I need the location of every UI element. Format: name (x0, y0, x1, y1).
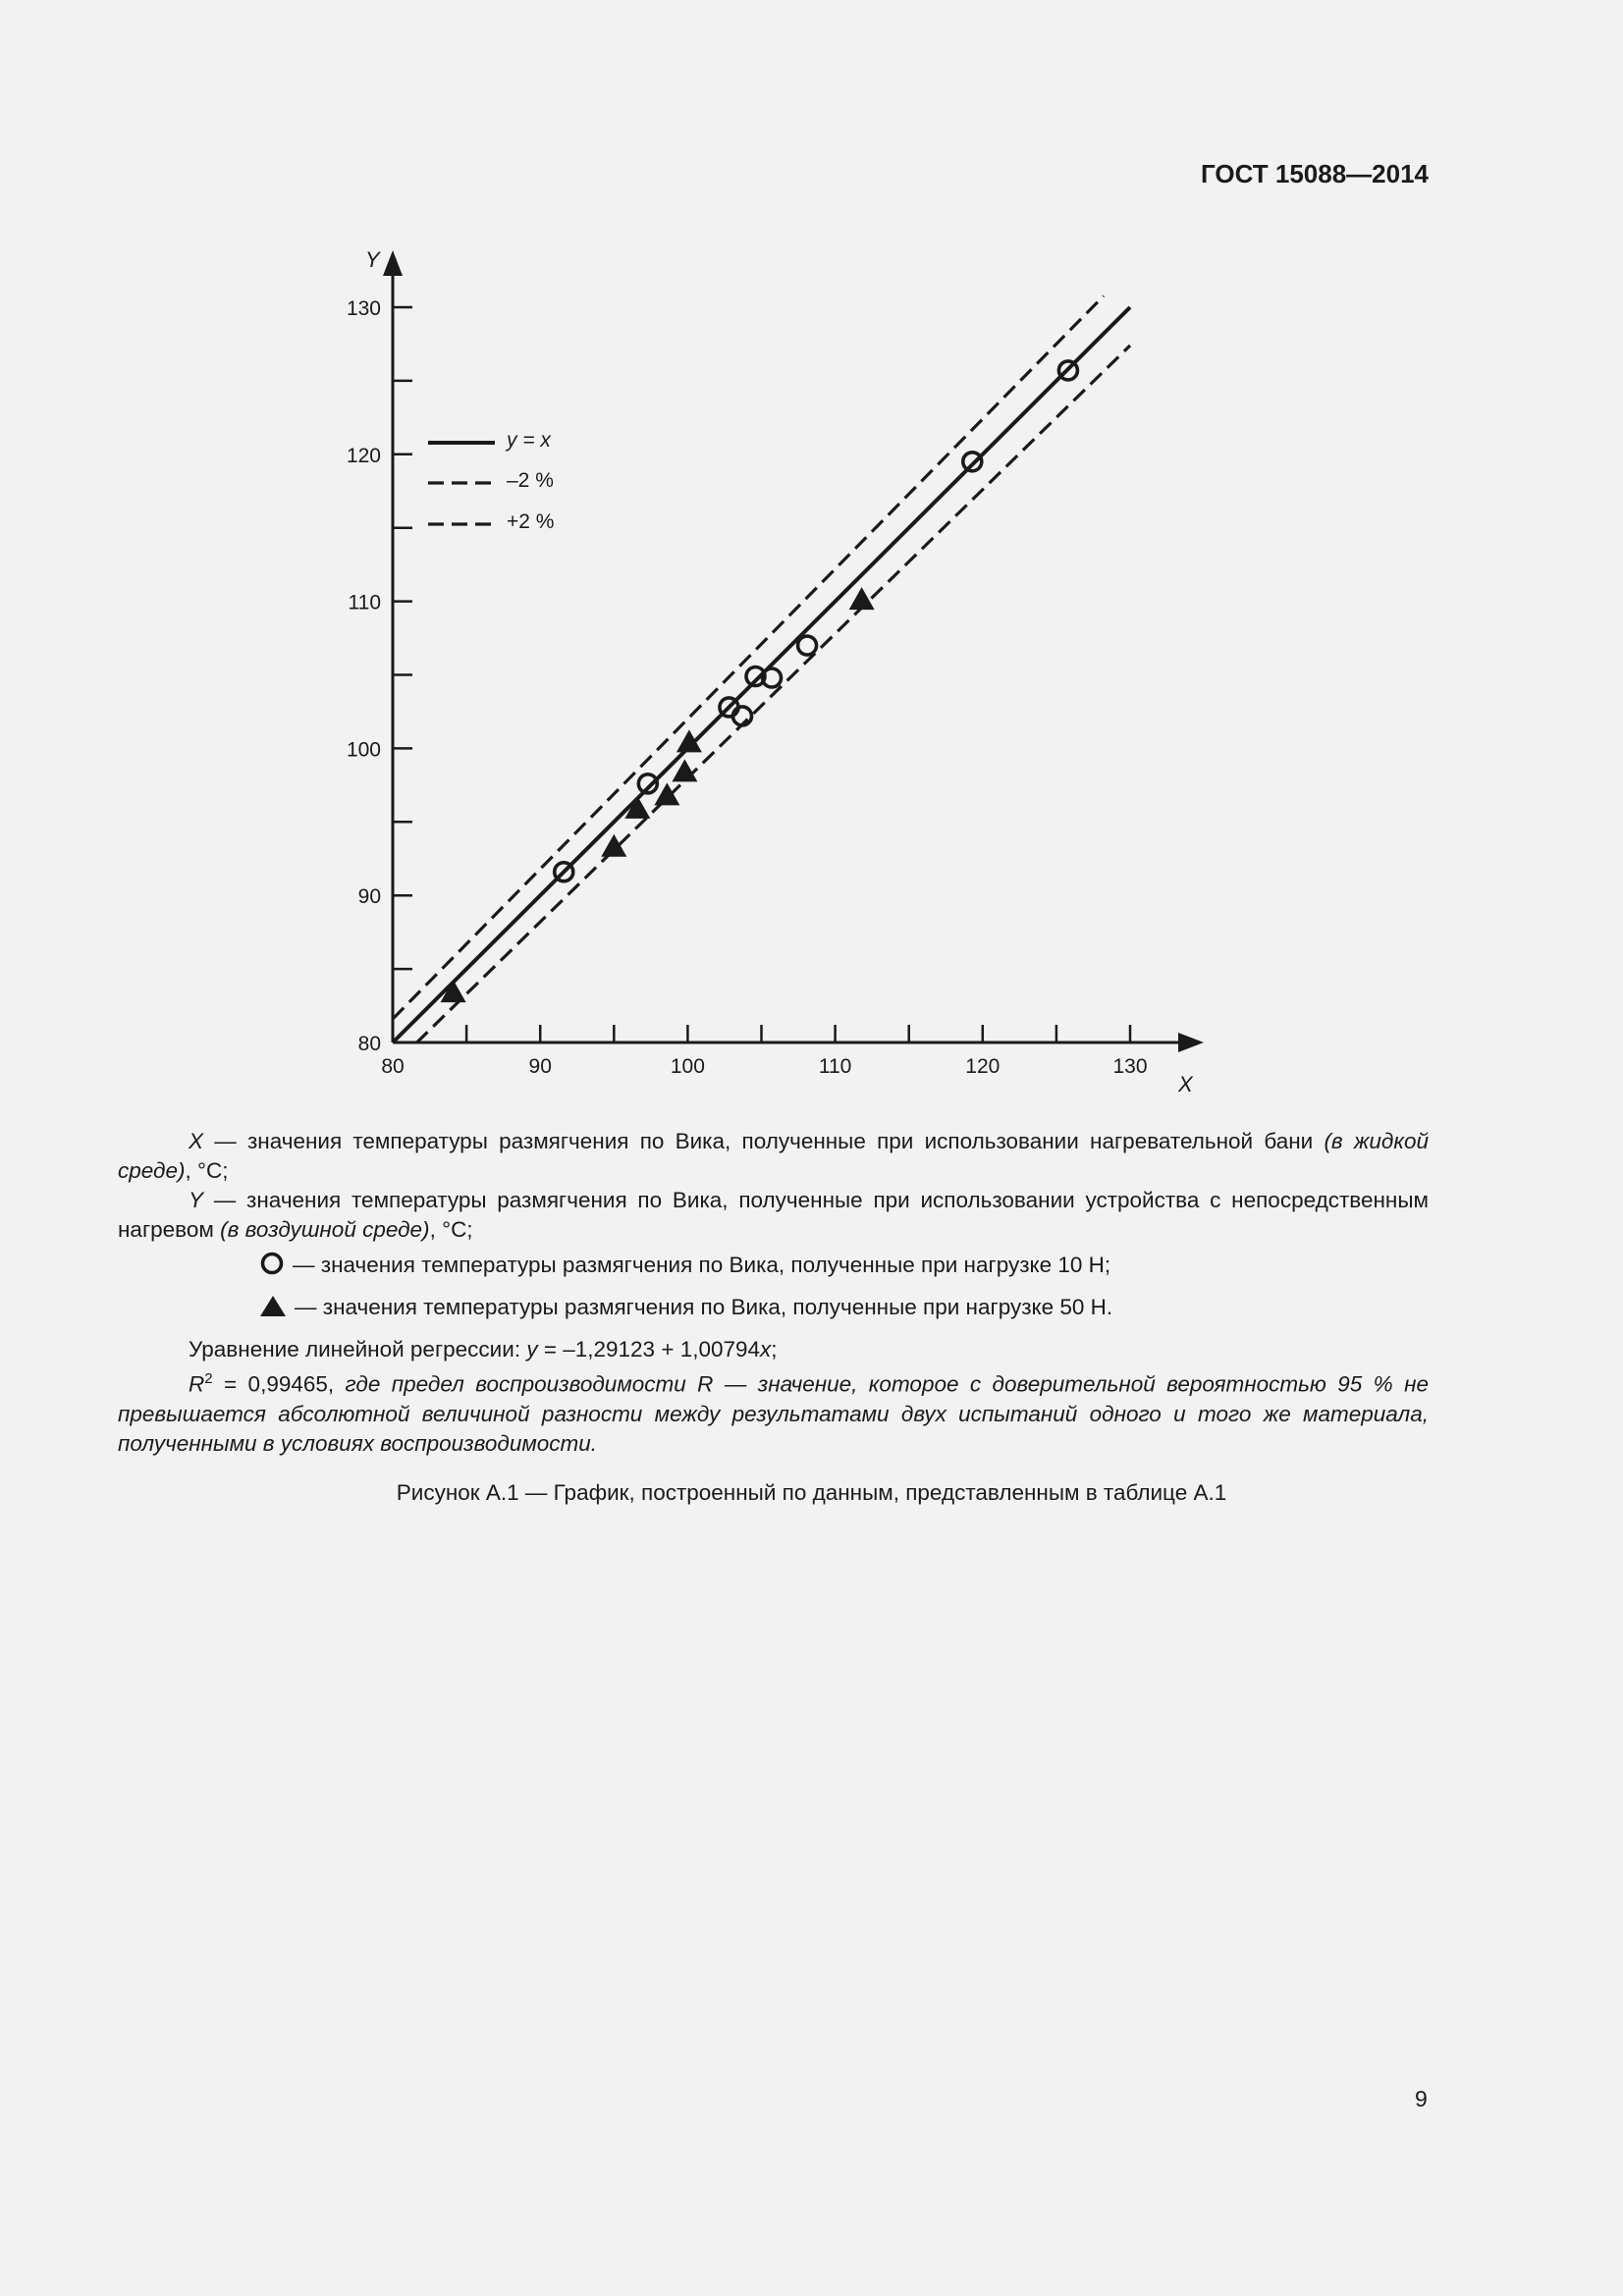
page-number: 9 (1415, 2086, 1428, 2111)
caption-triangle-legend: — значения температуры размягчения по Вика, полученные при нагрузке 50 Н. (118, 1293, 1429, 1325)
caption-r-squared: $R^2 = 0,99465$, где предел воспроизводимости R — значение, которое с доверительной вероятностью 95 % не превышается абсолютной величиной разности между результатами двух испытаний одного и того же материала, полученными в условиях воспроизводимости. (118, 1370, 1429, 1456)
chart-legend (428, 429, 554, 533)
triangle-marker-icon (189, 1294, 287, 1325)
x-tick-label: 90 (528, 1055, 552, 1078)
caption-y-definition: Y — значения температуры размягчения по Вика, полученные при использовании устройства с непосредственным нагревом (в воздушной среде), °C; (118, 1188, 1429, 1242)
y-tick-label: 80 (357, 1033, 381, 1055)
figure-caption (118, 1127, 1429, 1459)
triangle-point (676, 729, 702, 752)
x-tick-label: 120 (965, 1055, 1001, 1078)
legend-item-y-equals-x: y = x (507, 429, 551, 452)
x-tick-label: 130 (1112, 1055, 1148, 1078)
standard-number: ГОСТ 15088—2014 (1201, 159, 1429, 188)
x-tick-label: 80 (381, 1055, 405, 1078)
x-axis-arrow-icon (1178, 1033, 1204, 1052)
caption-circle-legend: — значения температуры размягчения по Вика, полученные при нагрузке 10 Н; (118, 1251, 1429, 1283)
caption-regression: Уравнение линейной регрессии: y = –1,29123 + 1,00794x; (189, 1337, 778, 1362)
x-tick-label: 110 (818, 1055, 852, 1078)
legend-item-plus-2: +2 % (507, 510, 555, 533)
chart-points (441, 361, 1078, 1002)
y-axis-label: Y (365, 247, 380, 272)
circle-point (798, 636, 817, 655)
figure-title: Рисунок А.1 — График, построенный по данным, представленным в таблице А.1 (396, 1480, 1227, 1505)
y-tick-label: 100 (346, 738, 381, 762)
y-tick-label: 90 (357, 885, 381, 909)
legend-item-minus-2: –2 % (507, 469, 554, 492)
triangle-point (601, 834, 626, 857)
regression-chart (0, 0, 1623, 1139)
caption-x-definition: X — значения температуры размягчения по Вика, полученные при использовании нагревательной бани (в жидкой среде), °C; (118, 1129, 1429, 1183)
circle-marker-icon (189, 1252, 285, 1283)
band-line (393, 296, 1104, 1019)
circle-point (963, 453, 982, 471)
y-tick-label: 130 (346, 297, 381, 320)
triangle-point (849, 587, 875, 610)
y-tick-label: 110 (348, 591, 381, 614)
y-tick-label: 120 (346, 444, 381, 467)
x-axis-label: X (1178, 1072, 1193, 1096)
x-tick-label: 100 (670, 1055, 705, 1078)
y-axis-arrow-icon (383, 250, 403, 276)
